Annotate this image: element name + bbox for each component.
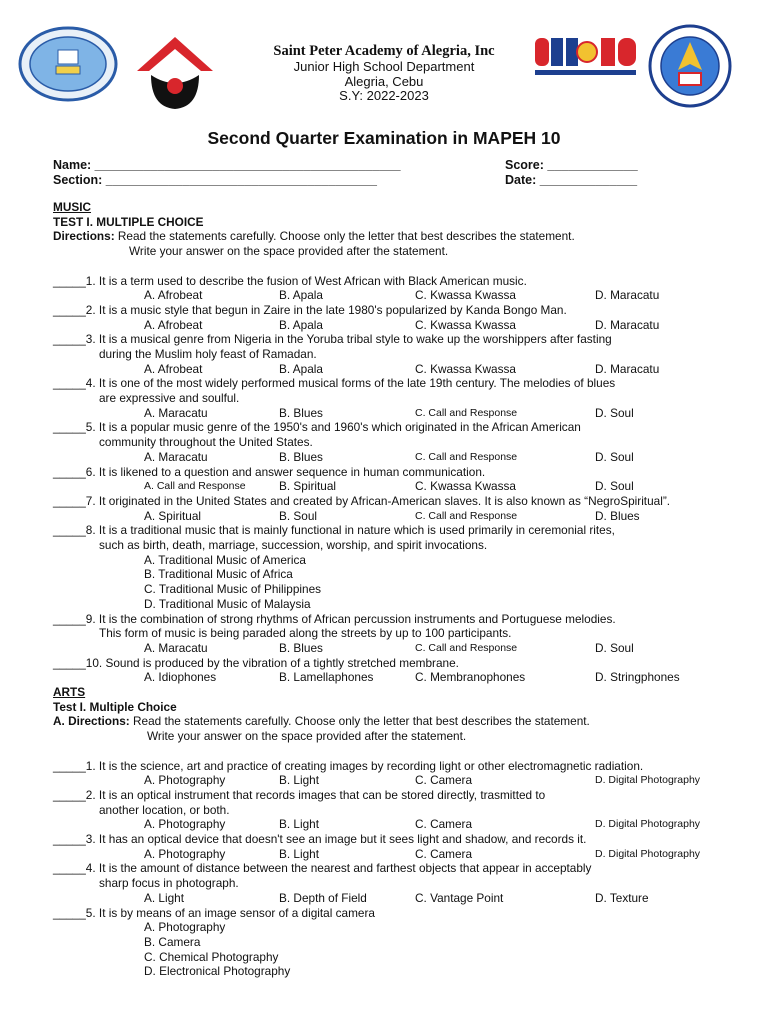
question-text[interactable]: _____7. It originated in the United States and created by African-American slaves. It is also known as “NegroSpiritual”. bbox=[53, 493, 671, 508]
music-heading: MUSIC bbox=[53, 200, 92, 214]
question-item bbox=[53, 612, 733, 656]
score-field[interactable]: Score: _____________ bbox=[505, 158, 638, 172]
choice-option[interactable]: B. Light bbox=[279, 817, 320, 832]
question-text[interactable]: _____1. It is the science, art and practice of creating images by recording light or other electromagnetic radiation. bbox=[53, 758, 644, 773]
question-text-continued: community throughout the United States. bbox=[99, 435, 313, 450]
choice-row bbox=[53, 670, 733, 685]
choice-row bbox=[53, 641, 733, 656]
question-text[interactable]: _____9. It is the combination of strong rhythms of African percussion instruments and Portuguese melodies. bbox=[53, 611, 616, 626]
choice-option[interactable]: D. Soul bbox=[595, 479, 634, 494]
question-item bbox=[53, 274, 733, 303]
question-item bbox=[53, 656, 733, 685]
choice-option[interactable]: A. Light bbox=[144, 890, 185, 905]
choice-row bbox=[53, 509, 733, 524]
choice-option[interactable]: D. Maracatu bbox=[595, 361, 660, 376]
choice-option[interactable]: B. Soul bbox=[279, 508, 318, 523]
choice-option[interactable]: A. Maracatu bbox=[144, 640, 208, 655]
choice-row bbox=[53, 479, 733, 494]
choice-option[interactable]: A. Afrobeat bbox=[144, 288, 203, 303]
question-text[interactable]: _____10. Sound is produced by the vibration of a tightly stretched membrane. bbox=[53, 655, 459, 670]
question-item bbox=[53, 906, 733, 980]
question-text-continued: such as birth, death, marriage, succession, worship, and spirit invocations. bbox=[99, 538, 488, 553]
choice-option[interactable]: D. Blues bbox=[595, 508, 640, 523]
school-header bbox=[0, 42, 768, 104]
choice-option[interactable]: C. Kwassa Kwassa bbox=[415, 317, 516, 332]
choice-row bbox=[53, 362, 733, 377]
choice-option[interactable]: A. Call and Response bbox=[144, 480, 246, 493]
choice-option[interactable]: A. Afrobeat bbox=[144, 361, 203, 376]
choice-option[interactable]: A. Idiophones bbox=[144, 670, 217, 685]
choice-option[interactable]: B. Apala bbox=[279, 288, 323, 303]
choice-option[interactable]: D. Soul bbox=[595, 449, 634, 464]
choice-option[interactable]: D. Electronical Photography bbox=[144, 964, 291, 979]
music-test-title: TEST I. MULTIPLE CHOICE bbox=[53, 214, 204, 229]
choice-option[interactable]: D. Soul bbox=[595, 640, 634, 655]
choice-option[interactable]: C. Call and Response bbox=[415, 509, 518, 522]
question-text-continued: another location, or both. bbox=[99, 802, 230, 817]
section-field[interactable]: Section: _______________________________________ bbox=[53, 173, 377, 187]
question-item bbox=[53, 523, 733, 611]
question-text[interactable]: _____1. It is a term used to describe the fusion of West African with Black American music. bbox=[53, 273, 527, 288]
choice-option[interactable]: A. Photography bbox=[144, 920, 226, 935]
arts-test-title: Test I. Multiple Choice bbox=[53, 699, 177, 714]
school-name: Saint Peter Academy of Alegria, Inc bbox=[273, 43, 495, 59]
date-field[interactable]: Date: ______________ bbox=[505, 173, 638, 187]
choice-option[interactable]: A. Maracatu bbox=[144, 405, 208, 420]
choice-option[interactable]: B. Blues bbox=[279, 405, 323, 420]
choice-option[interactable]: C. Kwassa Kwassa bbox=[415, 361, 516, 376]
choice-option[interactable]: D. Digital Photography bbox=[595, 818, 701, 831]
choice-option[interactable]: D. Traditional Music of Malaysia bbox=[144, 596, 311, 611]
choice-row bbox=[53, 318, 733, 333]
directions-label: A. Directions: bbox=[53, 714, 130, 729]
question-text[interactable]: _____5. It is a popular music genre of the 1950's and 1960's which originated in the African American bbox=[53, 420, 581, 435]
choice-option[interactable]: C. Kwassa Kwassa bbox=[415, 479, 516, 494]
question-item bbox=[53, 788, 733, 832]
directions-text: Read the statements carefully. Choose only the letter that best describes the statement. bbox=[117, 229, 575, 244]
choice-option[interactable]: B. Apala bbox=[279, 317, 323, 332]
choice-option[interactable]: D. Maracatu bbox=[595, 288, 660, 303]
choice-option[interactable]: A. Spiritual bbox=[144, 508, 202, 523]
choice-option[interactable]: B. Light bbox=[279, 773, 320, 788]
choice-option[interactable]: B. Traditional Music of Africa bbox=[144, 567, 293, 582]
directions-text-2: Write your answer on the space provided after the statement. bbox=[129, 244, 449, 259]
question-text-continued: during the Muslim holy feast of Ramadan. bbox=[99, 346, 317, 361]
choice-option[interactable]: B. Lamellaphones bbox=[279, 670, 374, 685]
choice-row bbox=[53, 288, 733, 303]
choice-option[interactable]: A. Photography bbox=[144, 817, 226, 832]
question-item bbox=[53, 332, 733, 376]
question-item bbox=[53, 420, 733, 464]
choice-row bbox=[53, 891, 733, 906]
choice-option[interactable]: D. Maracatu bbox=[595, 317, 660, 332]
question-text[interactable]: _____4. It is one of the most widely performed musical forms of the late 19th century. The melodies of blues bbox=[53, 376, 616, 391]
choice-option[interactable]: B. Apala bbox=[279, 361, 323, 376]
choice-option[interactable]: A. Afrobeat bbox=[144, 317, 203, 332]
question-text[interactable]: _____8. It is a traditional music that is mainly functional in nature which is used primarily in ceremonial rites, bbox=[53, 523, 615, 538]
directions-label: Directions: bbox=[53, 229, 115, 244]
arts-directions bbox=[53, 714, 733, 729]
question-item bbox=[53, 465, 733, 494]
question-text[interactable]: _____4. It is the amount of distance between the nearest and farthest objects that appear in acceptably bbox=[53, 861, 592, 876]
question-text[interactable]: _____3. It is a musical genre from Nigeria in the Yoruba tribal style to wake up the worshippers after fasting bbox=[53, 332, 612, 347]
question-item bbox=[53, 759, 733, 788]
school-location: Alegria, Cebu bbox=[344, 73, 424, 89]
choice-option[interactable]: B. Camera bbox=[144, 934, 201, 949]
choice-option[interactable]: C. Call and Response bbox=[415, 406, 518, 419]
choice-option[interactable]: C. Call and Response bbox=[415, 641, 518, 654]
choice-option[interactable]: D. Digital Photography bbox=[595, 774, 701, 787]
choice-option[interactable]: C. Kwassa Kwassa bbox=[415, 288, 516, 303]
question-item bbox=[53, 861, 733, 905]
question-text[interactable]: _____5. It is by means of an image sensor of a digital camera bbox=[53, 905, 375, 920]
choice-option[interactable]: B. Spiritual bbox=[279, 479, 337, 494]
directions-text: Read the statements carefully. Choose only the letter that best describes the statement. bbox=[132, 714, 590, 729]
question-item bbox=[53, 494, 733, 523]
choice-option[interactable]: C. Membranophones bbox=[415, 670, 526, 685]
arts-questions bbox=[53, 759, 733, 979]
name-field[interactable]: Name: ____________________________________________ bbox=[53, 158, 401, 172]
choice-row bbox=[53, 450, 733, 465]
question-text[interactable]: _____2. It is an optical instrument that records images that can be stored directly, trasmitted to bbox=[53, 787, 546, 802]
question-text[interactable]: _____6. It is likened to a question and answer sequence in human communication. bbox=[53, 464, 486, 479]
arts-heading: ARTS bbox=[53, 685, 86, 700]
question-text[interactable]: _____3. It has an optical device that doesn't see an image but it sees light and shadow, and records it. bbox=[53, 832, 587, 847]
choice-option[interactable]: B. Blues bbox=[279, 640, 323, 655]
choice-option[interactable]: D. Digital Photography bbox=[595, 847, 701, 860]
question-item bbox=[53, 303, 733, 332]
choice-option[interactable]: C. Camera bbox=[415, 817, 473, 832]
choice-option[interactable]: D. Soul bbox=[595, 405, 634, 420]
question-item bbox=[53, 376, 733, 420]
choice-option[interactable]: C. Traditional Music of Philippines bbox=[144, 582, 322, 597]
choice-option[interactable]: C. Camera bbox=[415, 846, 473, 861]
choice-row bbox=[53, 817, 733, 832]
choice-option[interactable]: C. Camera bbox=[415, 773, 473, 788]
department-name: Junior High School Department bbox=[293, 59, 475, 74]
school-year: S.Y: 2022-2023 bbox=[339, 88, 429, 103]
choice-option[interactable]: C. Vantage Point bbox=[415, 890, 504, 905]
choice-option[interactable]: A. Photography bbox=[144, 846, 226, 861]
choice-option[interactable]: C. Chemical Photography bbox=[144, 949, 279, 964]
choice-row bbox=[53, 406, 733, 421]
question-text-continued: sharp focus in photograph. bbox=[99, 876, 239, 891]
question-item bbox=[53, 832, 733, 861]
music-questions bbox=[53, 274, 733, 686]
exam-title: Second Quarter Examination in MAPEH 10 bbox=[207, 128, 561, 148]
question-text[interactable]: _____2. It is a music style that begun in Zaire in the late 1980's popularized by Kanda Bongo Man. bbox=[53, 302, 567, 317]
choice-option[interactable]: A. Photography bbox=[144, 773, 226, 788]
question-text-continued: This form of music is being paraded along the streets by up to 100 participants. bbox=[99, 626, 512, 641]
choice-option[interactable]: A. Maracatu bbox=[144, 449, 208, 464]
exam-content bbox=[53, 200, 733, 979]
choice-row bbox=[53, 773, 733, 788]
music-directions bbox=[53, 229, 733, 244]
choice-option[interactable]: C. Call and Response bbox=[415, 450, 518, 463]
choice-option[interactable]: B. Light bbox=[279, 846, 320, 861]
question-text-continued: are expressive and soulful. bbox=[99, 391, 240, 406]
choice-row bbox=[53, 847, 733, 862]
directions-text-2: Write your answer on the space provided after the statement. bbox=[147, 729, 467, 744]
choice-option[interactable]: B. Blues bbox=[279, 449, 323, 464]
choice-option[interactable]: D. Stringphones bbox=[595, 670, 680, 685]
choice-option[interactable]: B. Depth of Field bbox=[279, 890, 367, 905]
choice-option[interactable]: D. Texture bbox=[595, 890, 649, 905]
choice-option[interactable]: A. Traditional Music of America bbox=[144, 552, 306, 567]
